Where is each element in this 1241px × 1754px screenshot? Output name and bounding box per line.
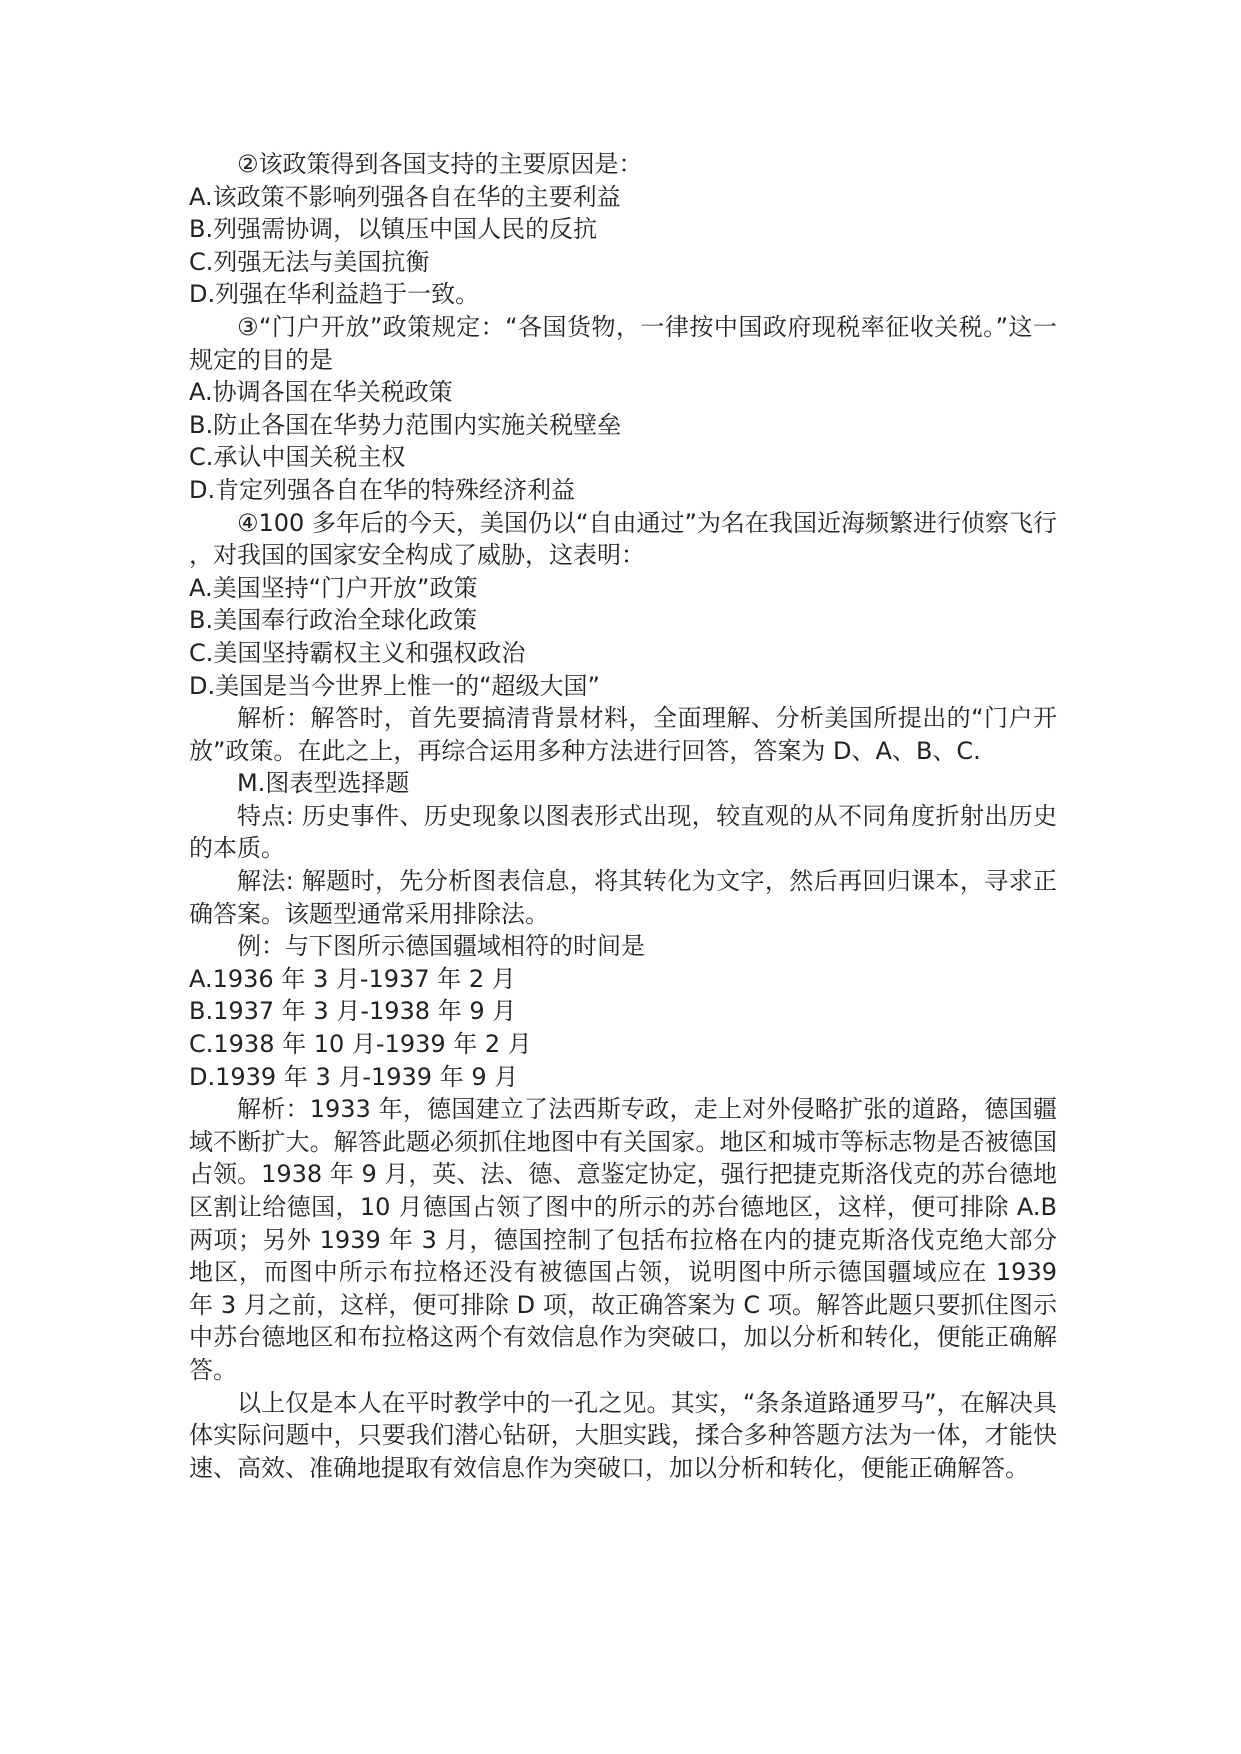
question-3-option-c: C.承认中国关税主权 <box>189 443 406 472</box>
question-4-option-c: C.美国坚持霸权主义和强权政治 <box>189 638 526 667</box>
example-option-b: B.1937 年 3 月-1938 年 9 月 <box>189 997 517 1026</box>
question-2-option-a: A.该政策不影响列强各自在华的主要利益 <box>189 182 621 211</box>
question-3-option-d: D.肯定列强各自在华的特殊经济利益 <box>189 475 576 504</box>
method-paragraph: 解法: 解题时，先分析图表信息，将其转化为文字，然后再回归课本，寻求正确答案。该题型通常采用排除法。 <box>189 867 1057 928</box>
question-2-option-b: B.列强需协调，以镇压中国人民的反抗 <box>189 215 598 244</box>
question-3-option-b: B.防止各国在华势力范围内实施关税壁垒 <box>189 410 622 439</box>
question-4-option-d: D.美国是当今世界上惟一的“超级大国” <box>189 671 600 700</box>
example-option-a: A.1936 年 3 月-1937 年 2 月 <box>189 964 516 993</box>
question-4-stem: ④100 多年后的今天，美国仍以“自由通过”为名在我国近海频繁进行侦察飞行，对我国的国家安全构成了威胁，这表明： <box>189 508 1057 570</box>
analysis-paragraph-1: 解析：解答时，首先要搞清背景材料，全面理解、分析美国所提出的“门户开放”政策。在此之上，再综合运用多种方法进行回答，答案为 D、A、B、C. <box>189 704 1057 765</box>
question-2-stem: ②该政策得到各国支持的主要原因是： <box>237 150 643 178</box>
document-body <box>189 148 1057 1484</box>
question-4-option-b: B.美国奉行政治全球化政策 <box>189 606 478 635</box>
features-paragraph: 特点: 历史事件、历史现象以图表形式出现，较直观的从不同角度折射出历史的本质。 <box>189 801 1057 863</box>
question-3-option-a: A.协调各国在华关税政策 <box>189 378 453 407</box>
conclusion-paragraph: 以上仅是本人在平时教学中的一孔之见。其实，“条条道路通罗马”，在解决具体实际问题中，只要我们潜心钻研，大胆实践，揉合多种答题方法为一体，才能快速、高效、准确地提取有效信息作为突破口，加以分析和转化，便能正确解答。 <box>189 1388 1057 1482</box>
example-stem: 例：与下图所示德国疆域相符的时间是 <box>237 932 645 961</box>
question-4-option-a: A.美国坚持“门户开放”政策 <box>189 573 478 602</box>
question-3-stem: ③“门户开放”政策规定：“各国货物，一律按中国政府现税率征收关税。”这一规定的目的是 <box>189 312 1057 374</box>
section-heading-chart-questions: M.图表型选择题 <box>237 769 410 798</box>
question-2-option-c: C.列强无法与美国抗衡 <box>189 247 430 276</box>
example-option-d: D.1939 年 3 月-1939 年 9 月 <box>189 1062 519 1091</box>
example-option-c: C.1938 年 10 月-1939 年 2 月 <box>189 1030 532 1059</box>
question-2-option-d: D.列强在华利益趋于一致。 <box>189 280 480 309</box>
analysis-paragraph-2: 解析：1933 年，德国建立了法西斯专政，走上对外侵略扩张的道路，德国疆域不断扩大。解答此题必须抓住地图中有关国家。地区和城市等标志物是否被德国占领。1938 年 9 月，英、法、德、意鉴定协定，强行把捷克斯洛伐克的苏台德地区割让给德国，10 月德国占领了图中的所示的苏台德地区，这样，便可排除 A.B 两项；另外 1939 年 3 月，德国控制了包括布拉格在内的捷克斯洛伐克绝大部分地区，而图中所示布拉格还没有被德国占领，说明图中所示德国疆域应在 1939 年 3 月之前，这样，便可排除 D 项，故正确答案为 C 项。解答此题只要抓住图示中苏台德地区和布拉格这两个有效信息作为突破口，加以分析和转化，便能正确解答。 <box>189 1095 1057 1384</box>
